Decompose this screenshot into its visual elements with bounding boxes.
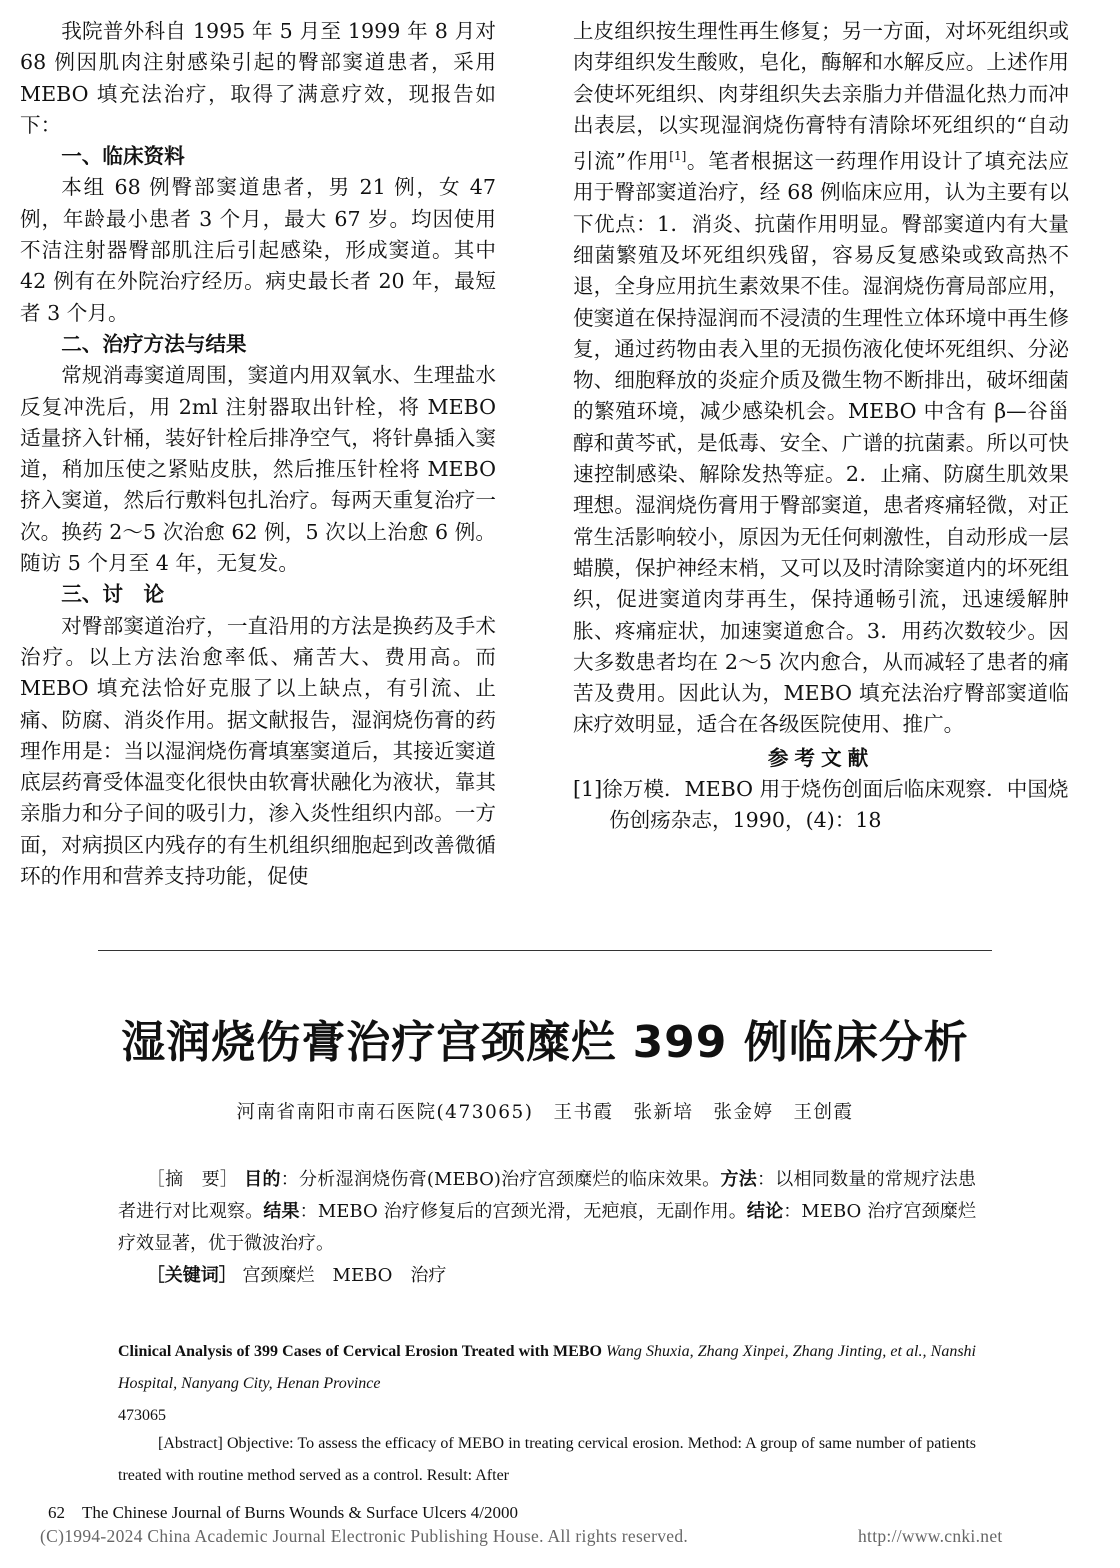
- english-zip: 473065: [118, 1407, 166, 1424]
- english-abstract-text: Objective: To assess the efficacy of MEBO in treating cervical erosion. Method: A group of same number of patients treated with routine method served as a control. Result: After: [118, 1435, 977, 1484]
- copyright-url: http://www.cnki.net: [858, 1526, 1003, 1546]
- copyright-notice: [40, 1526, 1040, 1547]
- abstract-result: ：MEBO 治疗修复后的宫颈光滑，无疤痕，无副作用。: [299, 1201, 747, 1222]
- chinese-abstract: [118, 1164, 976, 1292]
- english-authors: Wang Shuxia, Zhang Xinpei, Zhang Jinting, et al., Nanshi Hospital, Nanyang City, Henan Province: [118, 1343, 976, 1392]
- article-title: 湿润烧伤膏治疗宫颈糜烂 399 例临床分析: [121, 1017, 969, 1068]
- abstract-conclusion-label: 结论: [746, 1201, 784, 1222]
- discussion-paragraph: 对臀部窦道治疗，一直沿用的方法是换药及手术治疗。以上方法治愈率低、痛苦大、费用高。而 MEBO 填充法恰好克服了以上缺点，有引流、止痛、防腐、消炎作用。据文献报告，湿润烧伤膏的药理作用是：当以湿润烧伤膏填塞窦道后，其接近窦道底层药膏受体温变化很快由软膏状融化为液状，靠其亲脂力和分子间的吸引力，渗入炎性组织内部。一方面，对病损区内残存的有生机组织细胞起到改善微循环的作用和营养支持功能，促使: [20, 613, 496, 889]
- discussion-continued-text: 上皮组织按生理性再生修复；另一方面，对坏死组织或肉芽组织发生酸败，皂化，酶解和水解反应。上述作用会使坏死组织、肉芽组织失去亲脂力并借温化热力而冲出表层，以实现湿润烧伤膏特有清除坏死组织的“自动引流”作用: [573, 19, 1069, 174]
- discussion-continued-text-2: 。笔者根据这一药理作用设计了填充法应用于臀部窦道治疗，经 68 例临床应用，认为主要有以下优点：1．消炎、抗菌作用明显。臀部窦道内有大量细菌繁殖及坏死组织残留，容易反复感染或致高热不退，全身应用抗生素效果不佳。湿润烧伤膏局部应用，使窦道在保持湿润而不浸渍的生理性立体环境中再生修复，通过药物由表入里的无损伤液化使坏死组织、分泌物、细胞释放的炎症介质及微生物不断排出，破坏细菌的繁殖环境，减少感染机会。MEBO 中含有 β—谷甾醇和黄芩甙，是低毒、安全、广谱的抗菌素。所以可快速控制感染、解除发热等症。2．止痛、防腐生肌效果理想。湿润烧伤膏用于臀部窦道，患者疼痛轻微，对正常生活影响较小，原因为无任何刺激性，自动形成一层蜡膜，保护神经末梢，又可以及时清除窦道内的坏死组织，促进窦道肉芽再生，保持通畅引流，迅速缓解肿胀、疼痛症状，加速窦道愈合。3．用药次数较少。因大多数患者均在 2～5 次内愈合，从而减轻了患者的痛苦及费用。因此认为，MEBO 填充法治疗臀部窦道临床疗效明显，适合在各级医院使用、推广。: [573, 149, 1070, 737]
- keywords-label: ［关键词］: [146, 1265, 237, 1286]
- copyright-text: (C)1994-2024 China Academic Journal Electronic Publishing House. All rights reserved.: [40, 1526, 689, 1546]
- abstract-conclusion: ：MEBO 治疗宫颈糜烂疗效显著，优于微波治疗。: [118, 1201, 977, 1254]
- methods-results-paragraph: 常规消毒窦道周围，窦道内用双氧水、生理盐水反复冲洗后，用 2ml 注射器取出针栓，将 MEBO 适量挤入针桶，装好针栓后排净空气，将针鼻插入窦道，稍加压使之紧贴皮肤，然后推压针栓将 MEBO 挤入窦道，然后行敷料包扎治疗。每两天重复治疗一次。换药 2～5 次治愈 62 例，5 次以上治愈 6 例。随访 5 个月至 4 年，无复发。: [20, 363, 496, 576]
- left-column: [20, 16, 496, 892]
- keywords-line: [118, 1260, 976, 1292]
- clinical-data-paragraph: 本组 68 例臀部窦道患者，男 21 例，女 47 例，年龄最小患者 3 个月，最大 67 岁。均因使用不洁注射器臀部肌注后引起感染，形成窦道。其中 42 例有在外院治疗经历。病史最长者 20 年，最短者 3 个月。: [20, 175, 496, 325]
- discussion-continued-paragraph: [573, 16, 1069, 741]
- right-column: [573, 16, 1069, 837]
- section-heading-methods-results: 二、治疗方法与结果: [61, 331, 247, 356]
- english-title-block: [118, 1336, 976, 1432]
- abstract-objective-label: 目的: [244, 1169, 281, 1190]
- english-abstract: [118, 1428, 976, 1492]
- english-abstract-label: [Abstract]: [158, 1435, 223, 1452]
- abstract-method: ：以相同数量的常规疗法患者进行对比观察。: [118, 1169, 977, 1222]
- page-footer: 62 The Chinese Journal of Burns Wounds & Surface Ulcers 4/2000: [48, 1503, 518, 1522]
- section-heading-clinical-data: 一、临床资料: [61, 144, 185, 169]
- section-heading-discussion: 三、讨 论: [61, 582, 165, 607]
- abstract-method-label: 方法: [720, 1169, 757, 1190]
- citation-mark: [1]: [669, 149, 687, 164]
- section-divider: [98, 950, 992, 951]
- keywords-value: 宫颈糜烂 MEBO 治疗: [242, 1265, 447, 1286]
- references-heading: 参考文献: [767, 745, 875, 770]
- article-authors: 河南省南阳市南石医院(473065) 王书霞 张新培 张金婷 王创霞: [236, 1102, 854, 1123]
- abstract-result-label: 结果: [263, 1201, 300, 1222]
- english-title: Clinical Analysis of 399 Cases of Cervical Erosion Treated with MEBO: [118, 1343, 602, 1360]
- intro-paragraph: 我院普外科自 1995 年 5 月至 1999 年 8 月对 68 例因肌肉注射感染引起的臀部窦道患者，采用 MEBO 填充法治疗，取得了满意疗效，现报告如下：: [20, 19, 496, 137]
- abstract-objective: ：分析湿润烧伤膏(MEBO)治疗宫颈糜烂的临床效果。: [280, 1169, 721, 1190]
- reference-item-1: [1]徐万模．MEBO 用于烧伤创面后临床观察．中国烧伤创疡杂志，1990，(4)：18: [573, 776, 1069, 833]
- abstract-label: ［摘 要］: [146, 1169, 239, 1190]
- abstract-body: [118, 1164, 976, 1260]
